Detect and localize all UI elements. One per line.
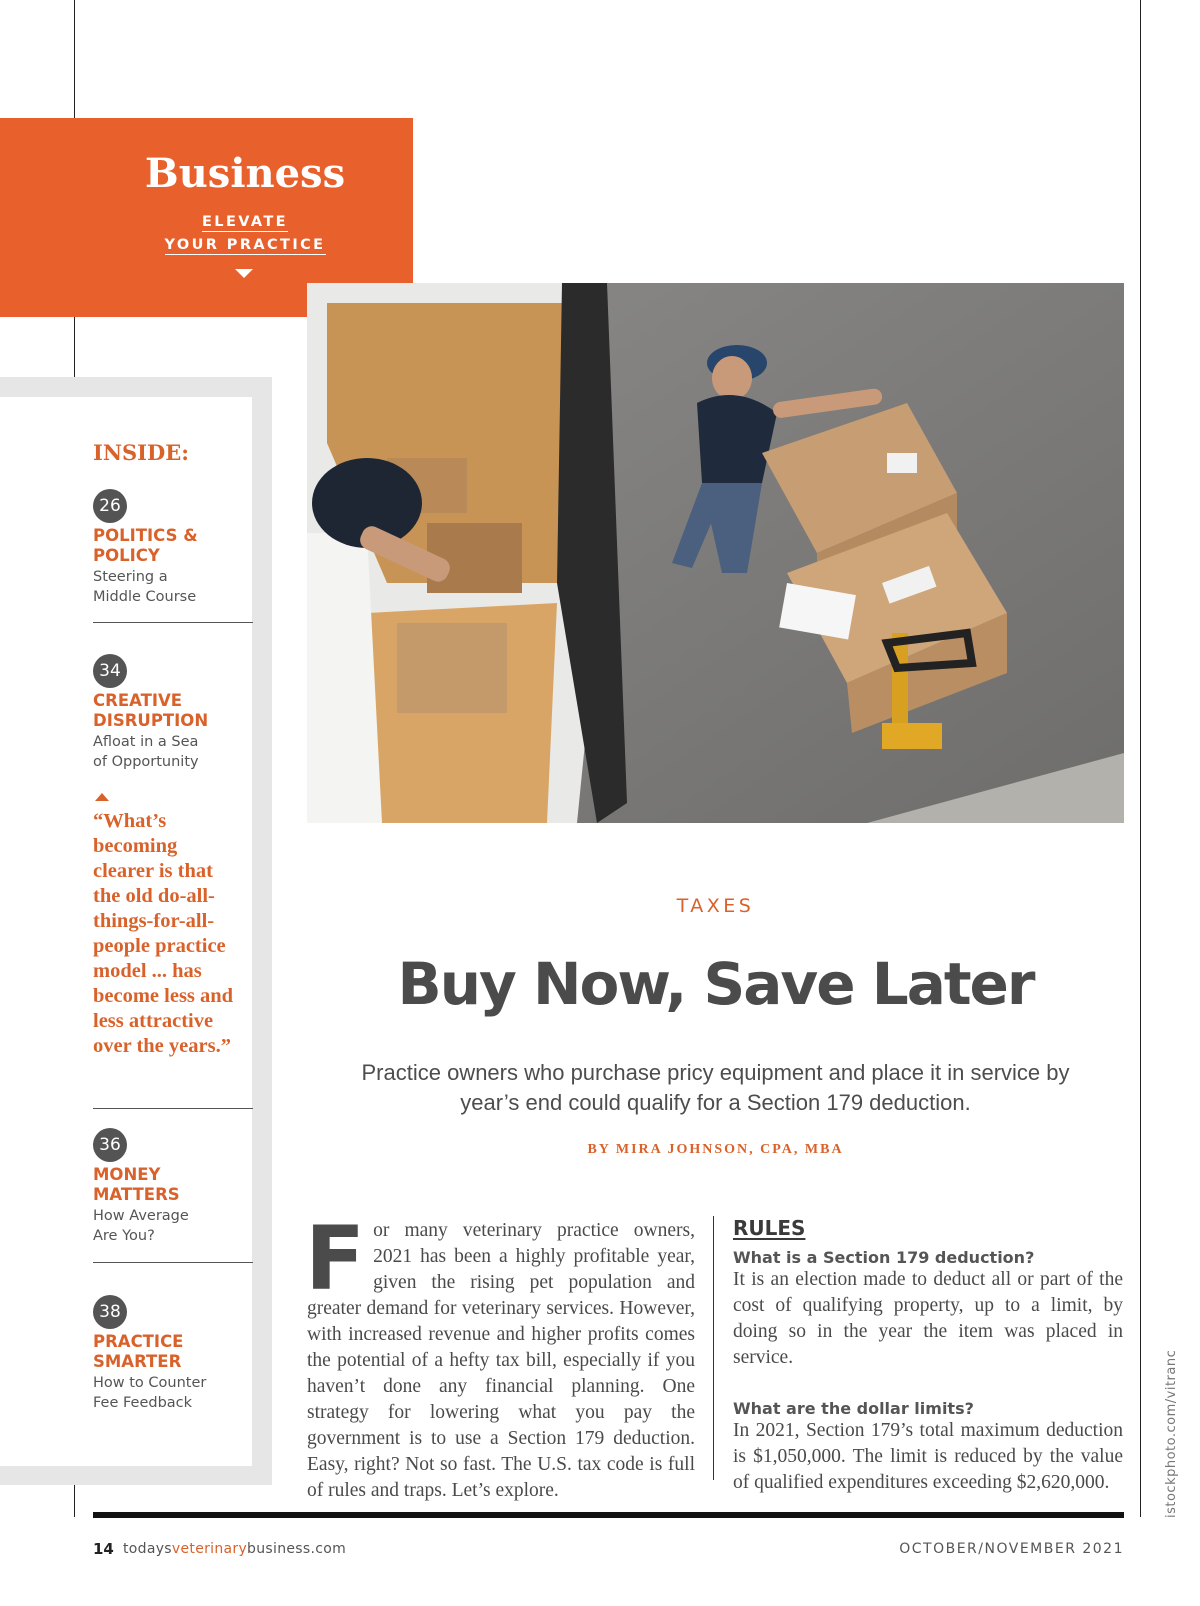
article-byline: BY MIRA JOHNSON, CPA, MBA <box>587 1142 844 1157</box>
toc-description <box>93 732 253 772</box>
toc-category-line: PRACTICE <box>93 1332 184 1351</box>
section-subtitle-line1 <box>0 214 490 230</box>
toc-divider <box>93 622 253 623</box>
pull-quote: “What’s becoming clearer is that the old do-all-things-for-all-people practice model ... has become less and less attractive over the years.” <box>93 810 234 1057</box>
toc-divider <box>93 1108 253 1109</box>
toc-category[interactable] <box>93 691 253 731</box>
page-number-badge: 26 <box>93 489 127 523</box>
site-url-suffix: business.com <box>247 1541 347 1557</box>
article-headline: Buy Now, Save Later <box>397 950 1034 1018</box>
toc-category-line: CREATIVE <box>93 691 183 710</box>
triangle-down-icon <box>235 269 253 278</box>
site-url-prefix: todays <box>123 1541 172 1557</box>
triangle-up-icon <box>95 793 109 801</box>
page-number: 14 <box>93 1540 114 1558</box>
rules-sidebar <box>733 1216 1123 1496</box>
page-number-badge: 36 <box>93 1128 127 1162</box>
issue-date: OCTOBER/NOVEMBER 2021 <box>899 1541 1124 1557</box>
inside-heading: INSIDE: <box>93 440 189 465</box>
toc-category[interactable] <box>93 1165 253 1205</box>
hero-photo <box>307 283 1124 823</box>
toc-category-line: DISRUPTION <box>93 711 209 730</box>
section-subtitle-text-1: ELEVATE <box>202 214 288 230</box>
photo-credit: istockphoto.com/vitranc <box>1164 1349 1179 1518</box>
spacer <box>733 1371 1123 1397</box>
site-url[interactable] <box>123 1541 346 1557</box>
toc-description-line: How to Counter <box>93 1375 207 1391</box>
delivery-scene-illustration <box>307 283 1124 823</box>
toc-description <box>93 1206 253 1246</box>
drop-cap: F <box>305 1207 366 1310</box>
rules-question: What are the dollar limits? <box>733 1399 974 1418</box>
rules-answer: It is an election made to deduct all or part of the cost of qualifying property, up to a limit, by doing so in the year the item was placed in service. <box>733 1269 1123 1368</box>
site-url-highlight: veterinary <box>171 1541 248 1557</box>
toc-category-line: MATTERS <box>93 1185 180 1204</box>
right-margin-rule <box>1140 0 1141 1517</box>
toc-category[interactable] <box>93 1332 253 1372</box>
toc-category-line: POLICY <box>93 546 160 565</box>
rules-answer: In 2021, Section 179’s total maximum deduction is $1,050,000. The limit is reduced by the value of qualified expenditures exceeding $2,620,000. <box>733 1420 1123 1493</box>
footer-rule <box>93 1512 1124 1518</box>
page-number-badge: 38 <box>93 1295 127 1329</box>
section-subtitle-text-2: YOUR PRACTICE <box>164 237 326 253</box>
toc-description-line: Middle Course <box>93 589 197 605</box>
rules-heading: RULES <box>733 1216 806 1240</box>
toc-category[interactable] <box>93 526 253 566</box>
article-dek: Practice owners who purchase pricy equipment and place it in service by year’s end could qualify for a Section 179 deduction. <box>361 1060 1070 1115</box>
toc-category-line: SMARTER <box>93 1352 182 1371</box>
toc-description-line: Steering a <box>93 569 168 585</box>
article-kicker: TAXES <box>676 895 755 917</box>
toc-description <box>93 567 253 607</box>
toc-description-line: Afloat in a Sea <box>93 734 199 750</box>
toc-category-line: POLITICS & <box>93 526 198 545</box>
toc-divider <box>93 1262 253 1263</box>
toc-description-line: Are You? <box>93 1228 155 1244</box>
toc-description-line: How Average <box>93 1208 189 1224</box>
rules-question: What is a Section 179 deduction? <box>733 1248 1035 1267</box>
article-body <box>305 1207 695 1501</box>
toc-category-line: MONEY <box>93 1165 161 1184</box>
toc-description-line: Fee Feedback <box>93 1395 193 1411</box>
body-text: or many veterinary practice owners, 2021 has been a highly profitable year, given the rising pet population and greater demand for veterinary services. However, with increased revenue and higher profits comes the potential of a hefty tax bill, especially if you haven’t done any financial planning. One strategy for lowering what you pay the government is to use a Section 179 deduction. Easy, right? Not so fast. The U.S. tax code is full of rules and traps. Let’s explore. <box>307 1220 695 1501</box>
section-title: Business <box>144 150 346 197</box>
toc-description-line: of Opportunity <box>93 754 199 770</box>
page-number-badge: 34 <box>93 654 127 688</box>
section-subtitle-line2 <box>0 237 490 253</box>
toc-description <box>93 1373 253 1413</box>
column-divider <box>713 1216 714 1480</box>
